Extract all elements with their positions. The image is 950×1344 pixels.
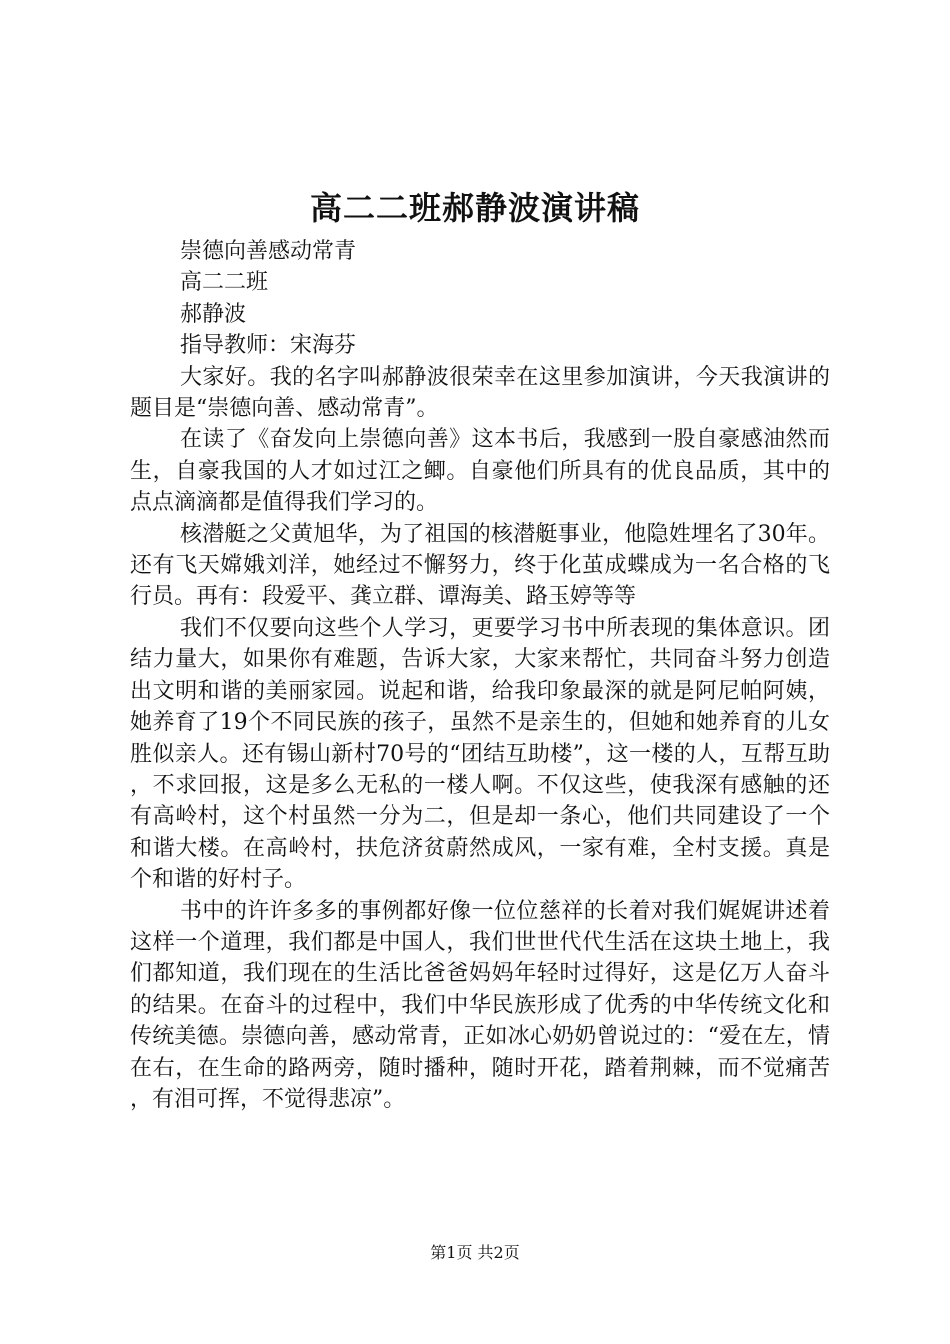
document-title: 高二二班郝静波演讲稿 xyxy=(309,189,640,227)
speech-theme-line: 崇德向善感动常青 xyxy=(180,239,357,264)
page-number-footer: 第1页 共2页 xyxy=(430,1243,520,1262)
author-name-line: 郝静波 xyxy=(180,301,247,327)
class-name-line: 高二二班 xyxy=(180,270,269,296)
advisor-line: 指导教师：宋海芬 xyxy=(180,333,357,359)
paragraph-greeting: 大家好。我的名字叫郝静波很荣幸在这里参加演讲，今天我演讲的题目是“崇德向善、感动常青”。 xyxy=(130,364,830,422)
paragraph-role-models: 核潜艇之父黄旭华，为了祖国的核潜艇事业，他隐姓埋名了30年。还有飞天嫦娥刘洋，她经过不懈努力，终于化茧成蝶成为一名合格的飞行员。再有：段爱平、龚立群、谭海美、路玉婷等等 xyxy=(130,521,830,610)
document-body xyxy=(130,236,830,1115)
paragraph-conclusion: 书中的许许多多的事例都好像一位位慈祥的长着对我们娓娓讲述着这样一个道理，我们都是中国人，我们世世代代生活在这块土地上，我们都知道，我们现在的生活比爸爸妈妈年轻时过得好，这是亿万人奋斗的结果。在奋斗的过程中，我们中华民族形成了优秀的中华传统文化和传统美德。崇德向善，感动常青，正如冰心奶奶曾说过的：“爱在左，情在右，在生命的路两旁，随时播种，随时开花，踏着荆棘，而不觉痛苦，有泪可挥，不觉得悲凉”。 xyxy=(130,898,830,1112)
paragraph-book-reading: 在读了《奋发向上崇德向善》这本书后，我感到一股自豪感油然而生，自豪我国的人才如过江之鲫。自豪他们所具有的优良品质，其中的点点滴滴都是值得我们学习的。 xyxy=(130,427,830,516)
paragraph-collective-spirit: 我们不仅要向这些个人学习，更要学习书中所表现的集体意识。团结力量大，如果你有难题，告诉大家，大家来帮忙，共同奋斗努力创造出文明和谐的美丽家园。说起和谐，给我印象最深的就是阿尼帕阿姨，她养育了19个不同民族的孩子，虽然不是亲生的，但她和她养育的儿女胜似亲人。还有锡山新村70号的“团结互助楼”，这一楼的人，互帮互助，不求回报，这是多么无私的一楼人啊。不仅这些，使我深有感触的还有高岭村，这个村虽然一分为二，但是却一条心，他们共同建设了一个和谐大楼。在高岭村，扶危济贫蔚然成风，一家有难，全村支援。真是个和谐的好村子。 xyxy=(130,615,830,893)
